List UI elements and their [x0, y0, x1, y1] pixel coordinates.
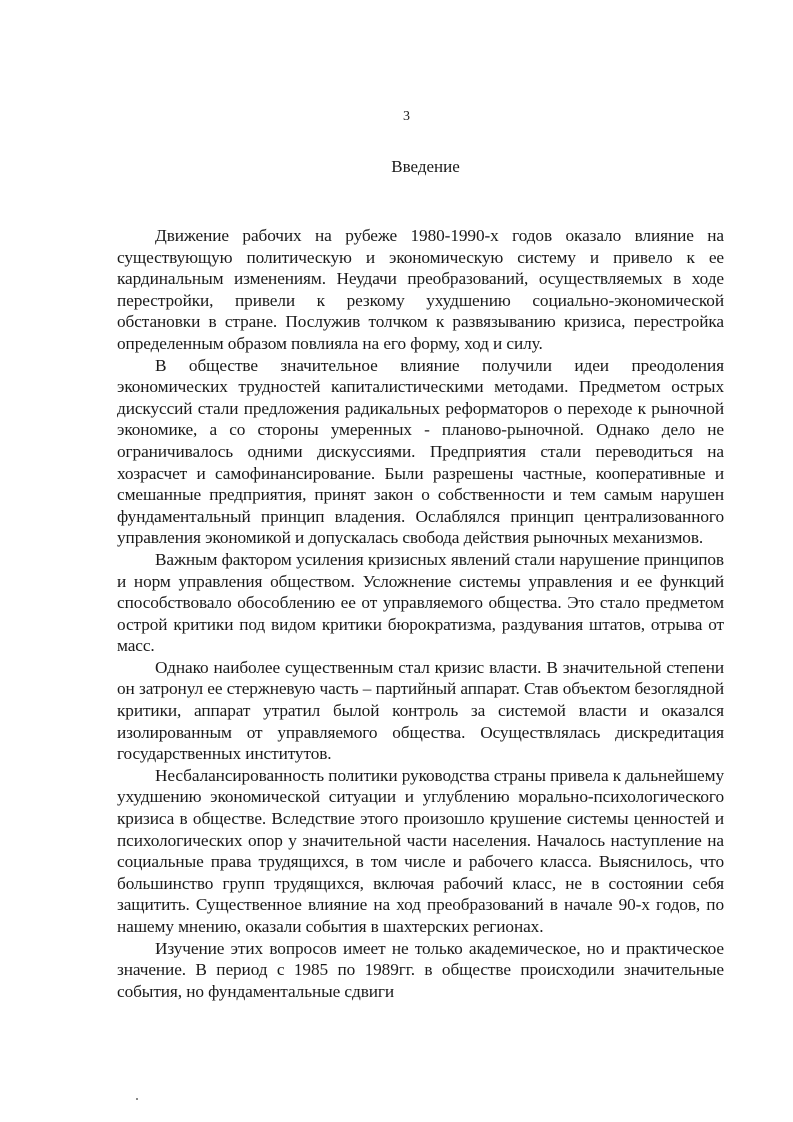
scan-speck: [136, 1098, 138, 1100]
paragraph-6: Изучение этих вопросов имеет не только академическое, но и практическое значение. В период с 1985 по 1989гг. в обществе происходили значительные события, но фундаментальные сдвиги: [117, 938, 724, 1001]
body-text: [117, 225, 724, 1002]
page-number: 3: [403, 109, 410, 124]
paragraph-4: Однако наиболее существенным стал кризис власти. В значительной степени он затронул ее стержневую часть – партийный аппарат. Став объектом безоглядной критики, аппарат утратил былой контроль за системой власти и оказался изолированным от управляемого общества. Осуществлялась дискредитация государственных институтов.: [117, 657, 724, 764]
paragraph-3: Важным фактором усиления кризисных явлений стали нарушение принципов и норм управления обществом. Усложнение системы управления и ее функций способствовало обособлению ее от управляемого общества. Это стало предметом острой критики под видом критики бюрократизма, раздувания штатов, отрыва от масс.: [117, 549, 724, 656]
paragraph-1: Движение рабочих на рубеже 1980-1990-х годов оказало влияние на существующую политическую и экономическую систему и привело к ее кардинальным изменениям. Неудачи преобразований, осуществляемых в ходе перестройки, привели к резкому ухудшению социально-экономической обстановки в стране. Послужив толчком к развязыванию кризиса, перестройка определенным образом повлияла на его форму, ход и силу.: [117, 226, 724, 353]
page-title: Введение: [391, 157, 460, 176]
paragraph-5: Несбалансированность политики руководства страны привела к дальнейшему ухудшению экономической ситуации и углублению морально-психологического кризиса в обществе. Вследствие этого произошло крушение системы ценностей и психологических опор у значительной части населения. Началось наступление на социальные права трудящихся, в том числе и рабочего класса. Выяснилось, что большинство групп трудящихся, включая рабочий класс, не в состоянии себя защитить. Существенное влияние на ход преобразований в начале 90-х годов, по нашему мнению, оказали события в шахтерских регионах.: [117, 765, 725, 936]
paragraph-2: В обществе значительное влияние получили идеи преодоления экономических трудностей капиталистическими методами. Предметом острых дискуссий стали предложения радикальных реформаторов о переходе к рыночной экономике, а со стороны умеренных - планово-рыночной. Однако дело не ограничивалось одними дискуссиями. Предприятия стали переводиться на хозрасчет и самофинансирование. Были разрешены частные, кооперативные и смешанные предприятия, принят закон о собственности и тем самым нарушен фундаментальный принцип владения. Ослаблялся принцип централизованного управления экономикой и допускалась свобода действия рыночных механизмов.: [117, 355, 724, 548]
